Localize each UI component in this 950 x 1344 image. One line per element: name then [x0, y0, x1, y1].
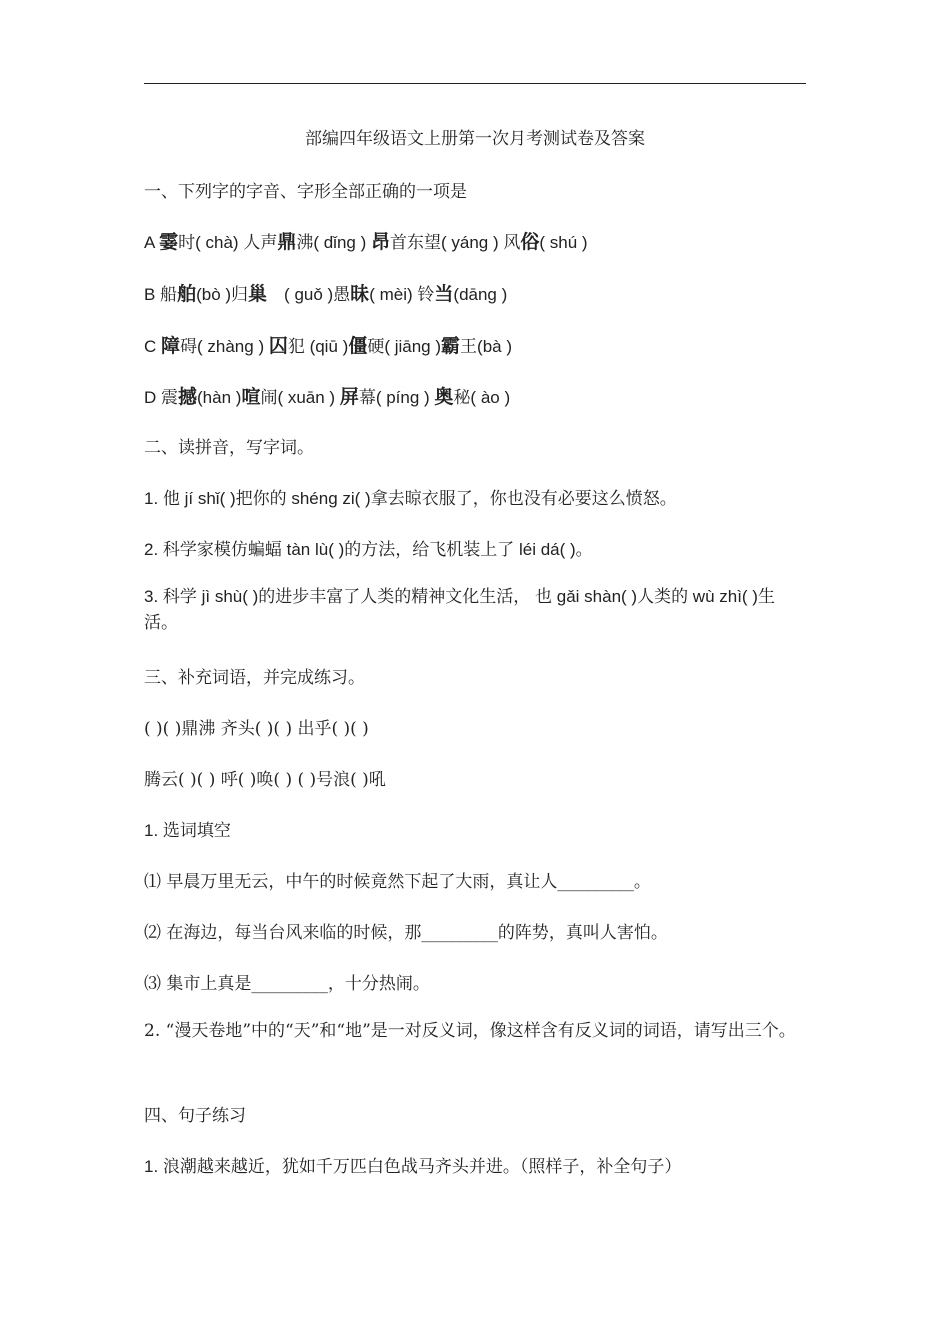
header-rule	[144, 83, 806, 84]
q3-words-row-1: ( )( )鼎沸 齐头( )( ) 出乎( )( )	[144, 719, 369, 739]
q1-option-b: B 船舶(bò )归巢 ( guǒ )愚昧( mèi) 铃当(dāng )	[144, 284, 508, 305]
q1-option-a: A 霎时( chà) 人声鼎沸( dǐng ) 昂首东望( yáng ) 风俗( shú )	[144, 232, 588, 253]
q1-option-c: C 障碍( zhàng ) 囚犯 (qiū )僵硬( jiāng )霸王(bà )	[144, 336, 512, 357]
q3-sub-2: 2. “漫天卷地”中的“天”和“地”是一对反义词，像这样含有反义词的词语，请写出三个。	[144, 1021, 796, 1041]
q2-item-3: 3. 科学 jì shù( )的进步丰富了人类的精神文化生活， 也 gǎi shàn( )人类的 wù zhì( )生活。	[144, 587, 775, 632]
page-title: 部编四年级语文上册第一次月考测试卷及答案	[305, 129, 645, 149]
q2-item-2: 2. 科学家模仿蝙蝠 tàn lù( )的方法，给飞机装上了 léi dá( )。	[144, 540, 593, 559]
q2-heading: 二、读拼音，写字词。	[144, 438, 314, 458]
q3-fill-2: ⑵ 在海边，每当台风来临的时候，那_________的阵势，真叫人害怕。	[144, 923, 668, 943]
q3-sub-1: 1. 选词填空	[144, 821, 231, 840]
q1-heading: 一、下列字的字音、字形全部正确的一项是	[144, 182, 467, 202]
q4-item-1: 1. 浪潮越来越近，犹如千万匹白色战马齐头并进。（照样子，补全句子）	[144, 1157, 682, 1176]
q3-fill-3: ⑶ 集市上真是_________，十分热闹。	[144, 974, 430, 994]
q3-heading: 三、补充词语，并完成练习。	[144, 668, 365, 688]
q3-fill-1: ⑴ 早晨万里无云，中午的时候竟然下起了大雨，真让人_________。	[144, 872, 651, 892]
q4-heading: 四、句子练习	[144, 1106, 246, 1126]
q2-item-1: 1. 他 jí shǐ( )把你的 shéng zi( )拿去晾衣服了，你也没有必要这么愤怒。	[144, 489, 677, 508]
q1-option-d: D 震撼(hàn )喧闹( xuān ) 屏幕( píng ) 奥秘( ào )	[144, 387, 511, 408]
q3-words-row-2: 腾云( )( ) 呼( )唤( ) ( )号浪( )吼	[144, 770, 386, 790]
